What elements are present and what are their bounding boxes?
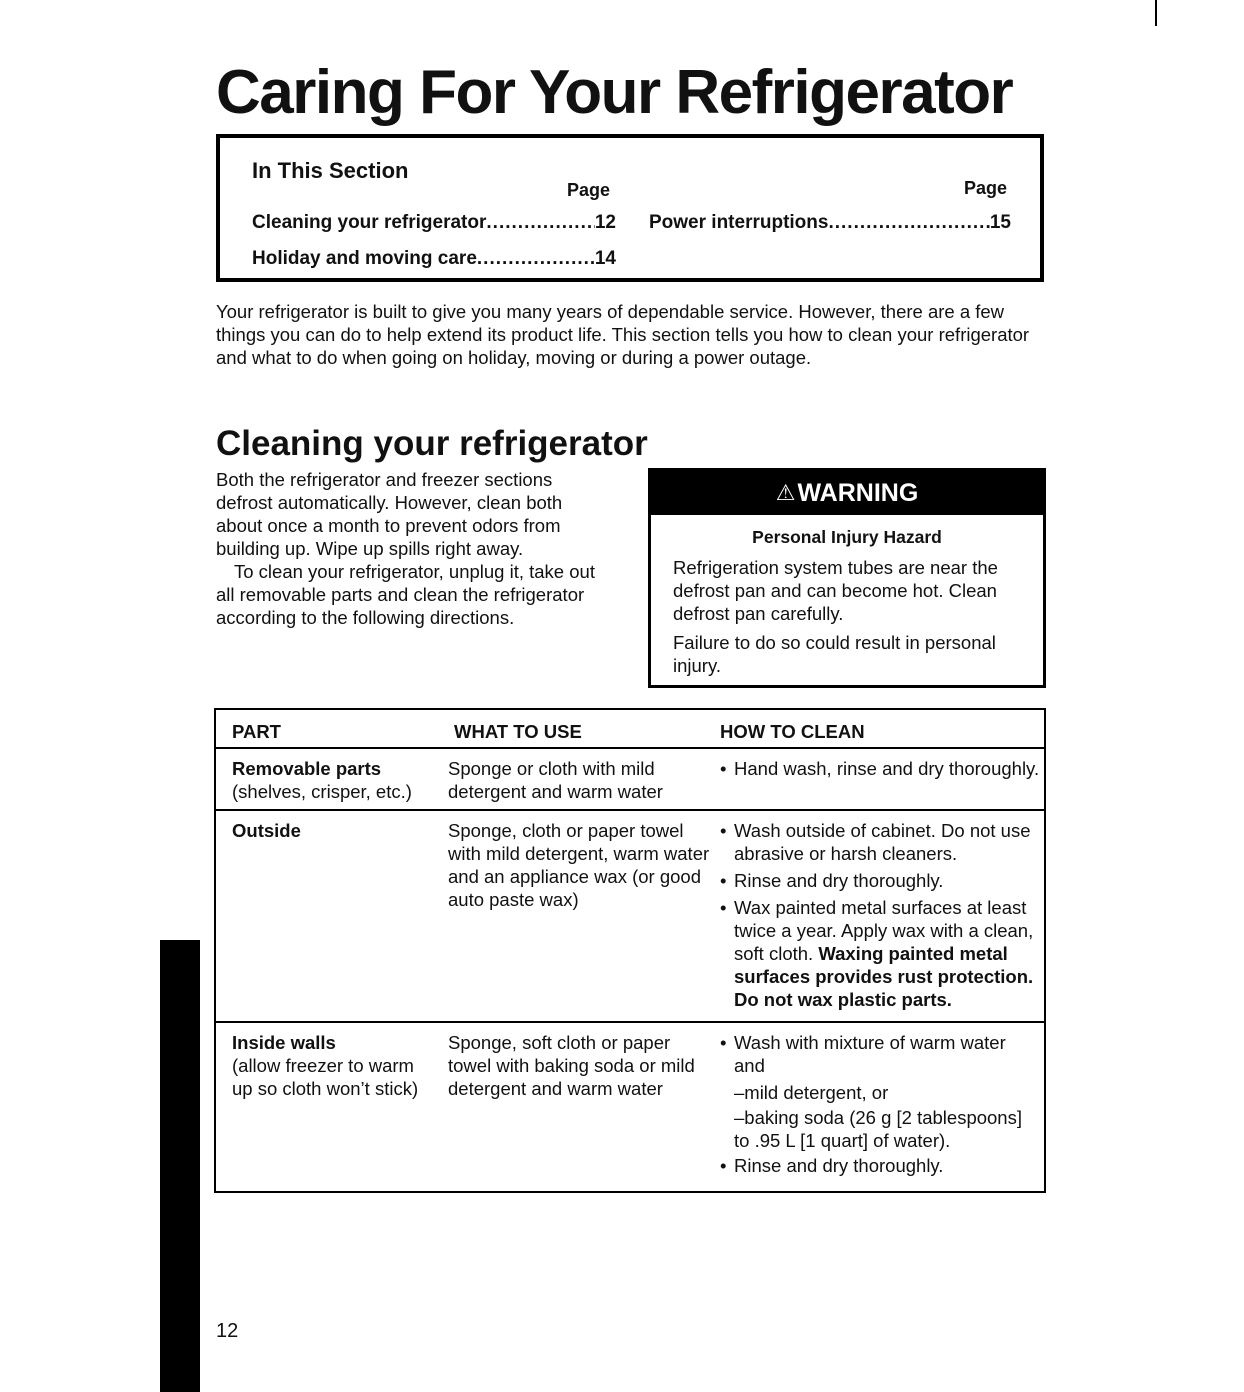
use-cell: Sponge, cloth or paper towel with mild detergent, warm water and an appliance wax (or good auto paste wax) <box>438 810 720 1022</box>
warning-banner <box>651 471 1043 515</box>
header-part: PART <box>215 709 438 748</box>
toc-entry-label: Cleaning your refrigerator <box>252 212 487 233</box>
page-title: Caring For Your Refrigerator <box>216 58 1013 127</box>
part-name: Outside <box>232 820 301 841</box>
toc-entry-page: 15 <box>989 212 1011 233</box>
how-substep: –baking soda (26 g [2 tablespoons] to .95 L [1 quart] of water). <box>734 1107 1022 1151</box>
toc-entry-page: 14 <box>594 248 616 269</box>
table-header-row <box>215 709 1045 748</box>
section-box-heading: In This Section <box>252 158 409 183</box>
how-step <box>720 896 1040 1011</box>
section-tab-marker <box>160 940 200 1392</box>
how-step: • Rinse and dry thoroughly. <box>720 1154 1040 1177</box>
part-cell <box>215 1022 438 1192</box>
how-step: • Wash outside of cabinet. Do not use abrasive or harsh cleaners. <box>720 819 1040 865</box>
part-cell <box>215 748 438 810</box>
page-column-header-right: Page <box>964 178 1008 198</box>
cleaning-para-1: Both the refrigerator and freezer sections defrost automatically. However, clean both about once a month to prevent odors from building up. Wipe up spills right away. <box>216 469 563 559</box>
how-step-emphasis: Waxing painted metal surfaces provides rust protection. <box>734 943 1034 987</box>
table-row <box>215 748 1045 810</box>
use-cell: Sponge or cloth with mild detergent and warm water <box>438 748 720 810</box>
toc-entry-power[interactable] <box>649 212 1011 234</box>
toc-entry-cleaning[interactable] <box>252 212 616 234</box>
cleaning-table <box>214 708 1046 1193</box>
header-what-to-use: WHAT TO USE <box>438 709 720 748</box>
how-step: • Hand wash, rinse and dry thoroughly. <box>720 757 1040 780</box>
part-note: (allow freezer to warm up so cloth won’t stick) <box>232 1055 419 1099</box>
warning-subtitle: Personal Injury Hazard <box>752 527 942 547</box>
table-row <box>215 810 1045 1022</box>
page-column-header-left: Page <box>567 180 611 200</box>
cleaning-body <box>216 468 606 629</box>
toc-leader-dots <box>828 212 989 234</box>
cleaning-heading: Cleaning your refrigerator <box>216 424 648 463</box>
toc-leader-dots <box>477 248 595 270</box>
how-step-emphasis: Do not wax plastic parts. <box>734 989 952 1010</box>
toc-entry-label: Power interruptions <box>649 212 829 233</box>
table-row <box>215 1022 1045 1192</box>
how-cell <box>720 810 1045 1022</box>
warning-text-1: Refrigeration system tubes are near the defrost pan and can become hot. Clean defrost pan carefully. <box>673 557 998 624</box>
header-how-to-clean: HOW TO CLEAN <box>720 709 1045 748</box>
part-name: Inside walls <box>232 1032 336 1053</box>
page-number: 12 <box>216 1320 239 1342</box>
in-this-section-box <box>216 134 1044 282</box>
warning-triangle-icon: ⚠ <box>775 480 796 505</box>
toc-leader-dots <box>486 212 594 234</box>
warning-text-2: Failure to do so could result in personal injury. <box>673 632 996 676</box>
part-name: Removable parts <box>232 758 382 779</box>
warning-box <box>648 468 1046 688</box>
toc-entry-label: Holiday and moving care <box>252 248 477 269</box>
how-substep: –mild detergent, or <box>734 1082 889 1103</box>
intro-paragraph: Your refrigerator is built to give you many years of dependable service. However, there are a few things you can do to help extend its product life. This section tells you how to clean your refrigerator and what to do when going on holiday, moving or during a power outage. <box>216 301 1030 368</box>
part-cell <box>215 810 438 1022</box>
cleaning-para-2: To clean your refrigerator, unplug it, take out all removable parts and clean the refrigerator according to the following directions. <box>216 561 595 628</box>
how-cell <box>720 748 1045 810</box>
toc-entry-holiday[interactable] <box>252 248 616 270</box>
how-step-text: Wax painted metal surfaces at least twice a year. Apply wax with a clean, soft cloth. <box>734 897 1034 964</box>
use-cell: Sponge, soft cloth or paper towel with baking soda or mild detergent and warm water <box>448 1032 695 1099</box>
edge-mark <box>1155 0 1157 26</box>
how-step: • Wash with mixture of warm water and <box>720 1031 1040 1077</box>
part-note: (shelves, crisper, etc.) <box>232 781 412 802</box>
how-step: • Rinse and dry thoroughly. <box>720 869 1040 892</box>
how-cell <box>720 1022 1045 1192</box>
toc-entry-page: 12 <box>594 212 616 233</box>
warning-label: WARNING <box>797 478 919 507</box>
